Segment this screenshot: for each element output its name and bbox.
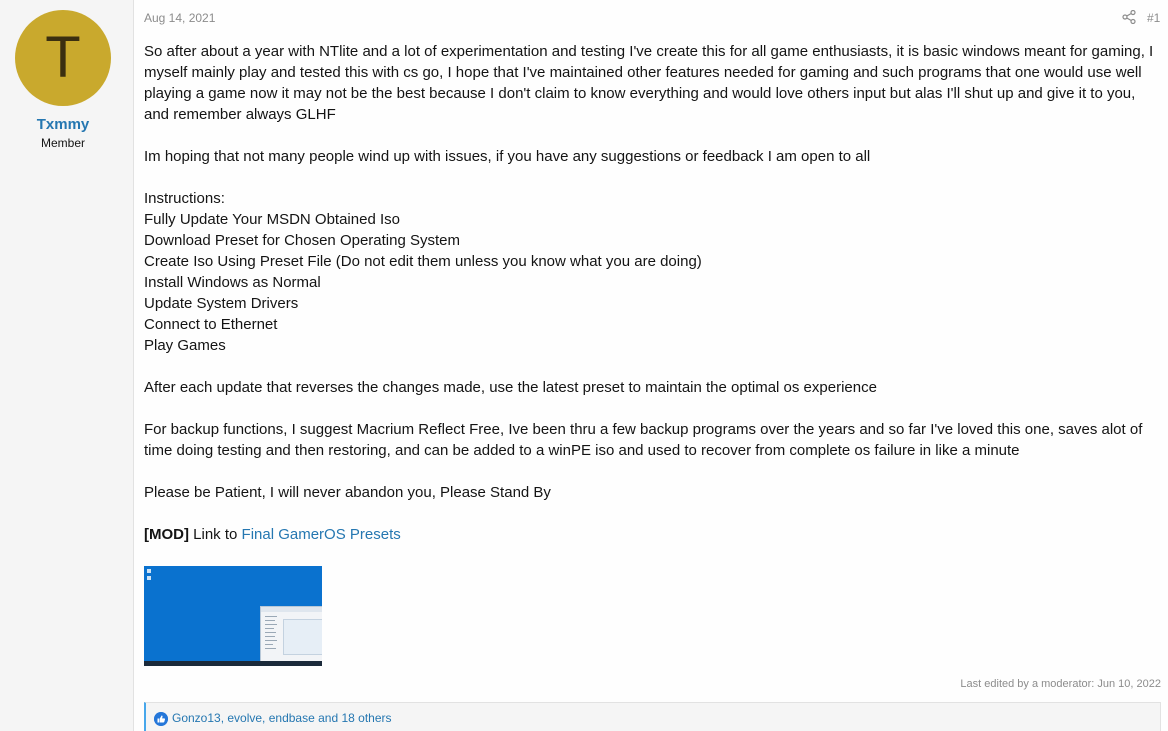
desktop-icon <box>147 569 151 573</box>
instruction-item: Connect to Ethernet <box>144 316 278 333</box>
instruction-item: Play Games <box>144 337 226 354</box>
post-paragraph: Im hoping that not many people wind up with issues, if you have any suggestions or feedback I am open to all <box>144 148 871 165</box>
avatar[interactable]: T <box>15 10 111 106</box>
user-title: Member <box>40 136 85 150</box>
share-icon[interactable] <box>1122 10 1136 24</box>
post-number-link[interactable]: #1 <box>1147 11 1161 25</box>
thumbnail-window <box>260 606 322 664</box>
link-prefix: Link to <box>189 526 242 543</box>
user-cell <box>0 0 134 731</box>
post-paragraph: For backup functions, I suggest Macrium Reflect Free, Ive been thru a few backup programs over the years and so far I've loved this one, saves alot of time doing testing and then restoring, and can be added to a winPE iso and used to recover from complete os failure in like a minute <box>144 421 1143 459</box>
instruction-item: Update System Drivers <box>144 295 299 312</box>
desktop-icon <box>147 576 151 580</box>
thumbnail-taskbar <box>144 661 322 666</box>
mod-link-line <box>144 524 1156 545</box>
edited-note: Last edited by a moderator: Jun 10, 2022 <box>960 678 1161 690</box>
mod-tag: [MOD] <box>144 526 189 543</box>
like-icon <box>154 712 168 726</box>
screenshot-thumbnail[interactable] <box>144 566 322 666</box>
username-link[interactable]: Txmmy <box>36 116 90 133</box>
post-date[interactable]: Aug 14, 2021 <box>144 11 216 25</box>
reaction-list-link[interactable]: Gonzo13, evolve, endbase and 18 others <box>172 711 392 725</box>
instructions-block <box>144 188 1156 356</box>
instruction-item: Create Iso Using Preset File (Do not edit them unless you know what you are doing) <box>144 253 702 270</box>
post-paragraph: After each update that reverses the changes made, use the latest preset to maintain the optimal os experience <box>144 379 877 396</box>
instruction-item: Fully Update Your MSDN Obtained Iso <box>144 211 400 228</box>
presets-link[interactable]: Final GamerOS Presets <box>241 526 401 543</box>
post-paragraph: Please be Patient, I will never abandon you, Please Stand By <box>144 484 551 501</box>
post-main <box>144 0 1168 731</box>
instruction-item: Install Windows as Normal <box>144 274 321 291</box>
post-paragraph: So after about a year with NTlite and a lot of experimentation and testing I've create this for all game enthusiasts, it is basic windows meant for gaming, I myself mainly play and tested this with cs go, I hope that I've maintained other features needed for gaming and such programs that one would use well playing a game now it may not be the best because I don't claim to know everything and would love others input but alas I'll shut up and give it to you, and remember always GLHF <box>144 43 1154 123</box>
instructions-heading: Instructions: <box>144 190 225 207</box>
instruction-item: Download Preset for Chosen Operating System <box>144 232 460 249</box>
post-body <box>144 41 1156 566</box>
reactions-bar <box>144 702 1161 731</box>
